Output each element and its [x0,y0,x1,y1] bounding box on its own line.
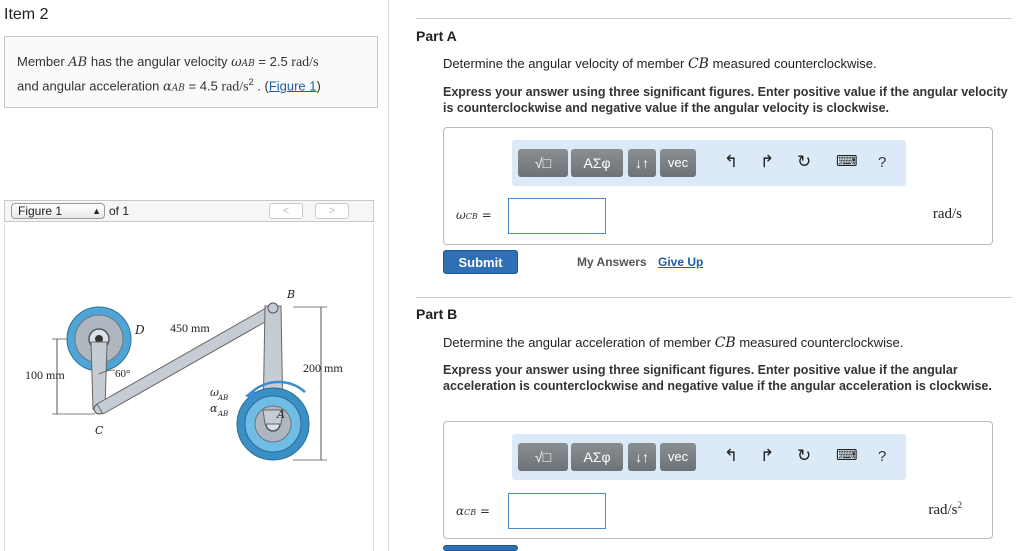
unit-exponent: 2 [248,77,254,87]
mechanism-diagram [5,224,373,551]
omega-subscript: AB [241,59,255,69]
part-a-instructions: Express your answer using three significant figures. Enter positive value if the angular velocity is counterclockwise and negative value if the angular velocity is clockwise. [443,85,1008,115]
part-b-unit [928,500,962,519]
vec-button[interactable] [660,149,696,177]
alpha-cb-label [456,504,490,518]
templates-button[interactable] [518,149,568,177]
submit-button[interactable]: Submit [443,250,518,274]
submit-button-b[interactable] [443,545,518,551]
alpha-symbol: α [456,504,465,518]
part-a-title: Part A [416,28,457,44]
velocity-unit: rad/s [291,55,319,70]
vec-icon: vec [667,449,689,464]
math-toolbar [512,434,906,480]
member-ab: AB [68,55,88,70]
part-a-unit: rad/s [932,206,962,222]
part-a-question [443,56,1013,72]
arrows-button[interactable] [628,149,656,177]
acceleration-unit: rad/s [221,79,249,95]
dim-200-label: 200 mm [303,361,343,375]
part-a-answer-box [443,127,993,245]
arrows-icon: ↓↑ [635,449,649,465]
alpha-cb-input[interactable] [508,493,606,529]
part-b-instructions: Express your answer using three significant figures. Enter positive value if the angular acceleration is counterclockwise and negative value if the angular acceleration is clockwise. [443,363,992,393]
arrows-button[interactable] [628,443,656,471]
my-answers-link[interactable]: My Answers [577,255,647,269]
problem-text: and angular acceleration [17,78,163,94]
omega-symbol: ω [456,208,466,222]
part-b-question [443,335,1013,351]
item-title: Item 2 [4,6,49,23]
unit-exponent: 2 [957,500,962,510]
problem-text: ) [316,78,321,94]
label-a: A [277,408,285,421]
omega-ab-label: ω [210,386,219,399]
part-b-title: Part B [416,306,458,322]
pin-b [268,303,278,313]
alpha-ab-label: α [210,402,218,415]
omega-symbol: ω [231,55,242,70]
templates-button[interactable] [518,443,568,471]
vec-button[interactable] [660,443,696,471]
give-up-link[interactable]: Give Up [658,255,704,269]
unit-text: rad/s [928,502,958,518]
undo-icon[interactable]: ↰ [724,152,739,171]
problem-text: . ( [253,78,269,94]
math-toolbar [512,140,906,186]
member-cb: CB [714,335,736,351]
equals-sign: = [476,504,490,518]
question-text: Determine the angular acceleration of member [443,335,715,350]
greek-icon: ΑΣφ [583,155,611,171]
problem-text: = 4.5 [184,78,222,94]
greek-button[interactable] [571,149,623,177]
alpha-cb-subscript: CB [464,508,477,517]
help-icon[interactable]: ? [878,154,887,171]
figure-diagram [4,224,374,551]
prev-figure-button[interactable]: < [269,203,303,219]
angle-label: 60° [115,368,131,380]
keyboard-icon[interactable]: ⌨ [836,153,858,170]
redo-icon[interactable]: ↱ [760,446,775,465]
greek-button[interactable] [571,443,623,471]
problem-statement [4,36,378,108]
problem-text: = 2.5 [254,54,292,69]
templates-icon: √□ [534,449,552,465]
question-text: measured counterclockwise. [708,56,877,71]
omega-cb-label [456,208,492,222]
help-icon[interactable]: ? [878,448,887,465]
member-cb: CB [687,56,709,72]
divider [416,18,1012,19]
link-dc [91,342,107,409]
select-arrows-icon: ▲ [92,206,101,216]
omega-ab-sub: AB [218,394,229,402]
problem-text: Member [17,54,69,69]
label-c: C [95,424,104,437]
figure-link[interactable]: Figure 1 [268,78,317,94]
question-text: Determine the angular velocity of member [443,56,688,71]
alpha-subscript: AB [171,83,185,94]
alpha-ab-sub: AB [218,410,229,418]
dim-100-label: 100 mm [25,368,65,382]
arrows-icon: ↓↑ [635,155,649,171]
alpha-symbol: α [163,79,172,95]
equals-sign: = [477,208,492,222]
divider [416,297,1012,298]
next-figure-button[interactable]: > [315,203,349,219]
figure-count: of 1 [109,204,130,218]
greek-icon: ΑΣφ [583,449,611,465]
figure-select[interactable] [11,203,105,219]
problem-text: has the angular velocity [87,54,232,69]
figure-navigation [4,200,374,222]
dim-450-label: 450 mm [170,321,210,335]
undo-icon[interactable]: ↰ [724,446,739,465]
keyboard-icon[interactable]: ⌨ [836,447,858,464]
omega-cb-subscript: CB [465,212,478,221]
label-b: B [287,288,296,301]
omega-cb-input[interactable] [508,198,606,234]
templates-icon: √□ [534,155,552,171]
reset-icon[interactable]: ↻ [797,152,812,171]
figure-select-value: Figure 1 [18,204,63,218]
reset-icon[interactable]: ↻ [797,446,812,465]
redo-icon[interactable]: ↱ [760,152,775,171]
part-b-answer-box [443,421,993,539]
label-d: D [135,323,145,337]
right-panel [400,0,1024,551]
left-panel [0,0,389,551]
vec-icon: vec [667,155,689,170]
question-text: measured counterclockwise. [735,335,904,350]
